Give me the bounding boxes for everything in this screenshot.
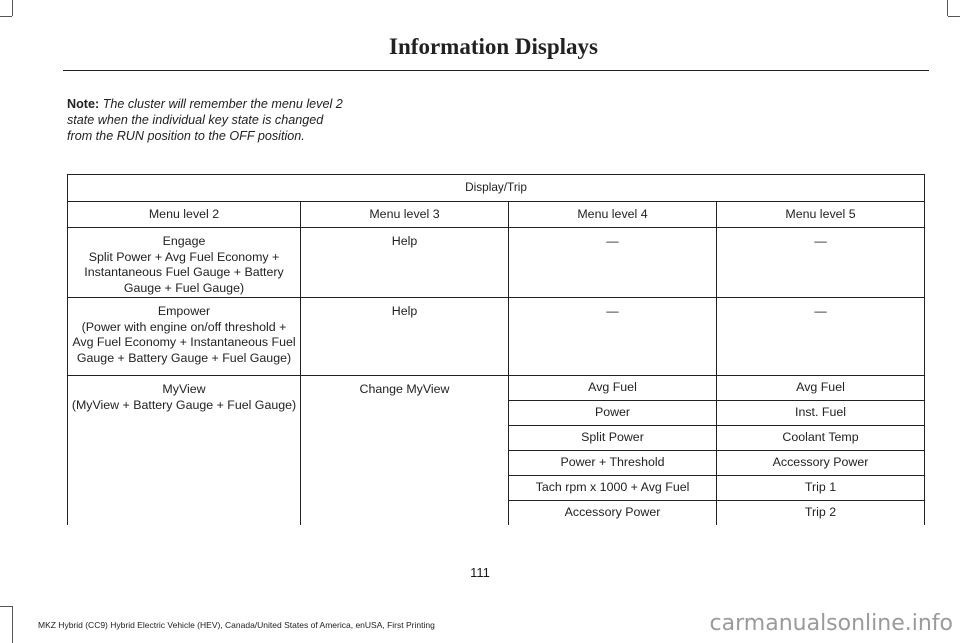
table-cell: Help [301,228,509,298]
table-cell: Split Power [509,426,717,451]
table-cell: Trip 2 [717,501,925,526]
table-cell: Trip 1 [717,476,925,501]
table-cell: Accessory Power [509,501,717,526]
row-title: Empower [157,304,211,318]
table-row [68,298,925,376]
column-header-menu-level-4: Menu level 4 [509,202,717,228]
note-text: The cluster will remember the menu level 2 state when the individual key state is changed from the RUN position to the OFF position. [67,97,343,143]
crop-mark-top-left-h [0,16,12,17]
header-divider [63,70,929,71]
table-cell: Accessory Power [717,451,925,476]
crop-mark-bottom-left-v [12,606,13,643]
table-row [68,376,925,401]
table-cell: Coolant Temp [717,426,925,451]
page-number: 111 [470,565,490,580]
row-title: MyView [162,382,206,396]
table-caption: Display/Trip [68,175,925,202]
row-title: Engage [162,234,206,248]
table-cell: Help [301,298,509,376]
note-label: Note: [67,97,100,111]
table-cell: — [717,228,925,298]
crop-mark-bottom-left-h [0,606,12,607]
crop-mark-top-right-h [948,16,960,17]
table-cell: — [509,298,717,376]
watermark: carmanualsonline.info [709,611,953,636]
column-header-menu-level-5: Menu level 5 [717,202,925,228]
column-header-menu-level-3: Menu level 3 [301,202,509,228]
table-cell: — [717,298,925,376]
table-cell: Inst. Fuel [717,401,925,426]
table-cell: Avg Fuel [509,376,717,401]
table-cell [68,228,301,298]
column-header-menu-level-2: Menu level 2 [68,202,301,228]
display-trip-table [67,174,925,525]
printing-info: MKZ Hybrid (CC9) Hybrid Electric Vehicle (HEV), Canada/United States of America, enUSA, First Printing [38,620,435,630]
row-description: (MyView + Battery Gauge + Fuel Gauge) [71,397,297,412]
table-cell [68,376,301,526]
table-cell [68,298,301,376]
table-cell: — [509,228,717,298]
crop-mark-top-left-v [12,0,13,16]
row-description: (Power with engine on/off threshold + Avg Fuel Economy + Instantaneous Fuel Gauge + Battery Gauge + Fuel Gauge) [72,319,296,365]
note-paragraph [67,96,347,144]
table-cell: Tach rpm x 1000 + Avg Fuel [509,476,717,501]
crop-mark-top-right-v [947,0,948,16]
page-header-title: Information Displays [389,34,598,59]
table-cell: Power [509,401,717,426]
table-cell: Change MyView [301,376,509,526]
row-description: Split Power + Avg Fuel Economy + Instantaneous Fuel Gauge + Battery Gauge + Fuel Gauge) [84,249,284,295]
table-cell: Power + Threshold [509,451,717,476]
table-cell: Avg Fuel [717,376,925,401]
table-row [68,228,925,298]
